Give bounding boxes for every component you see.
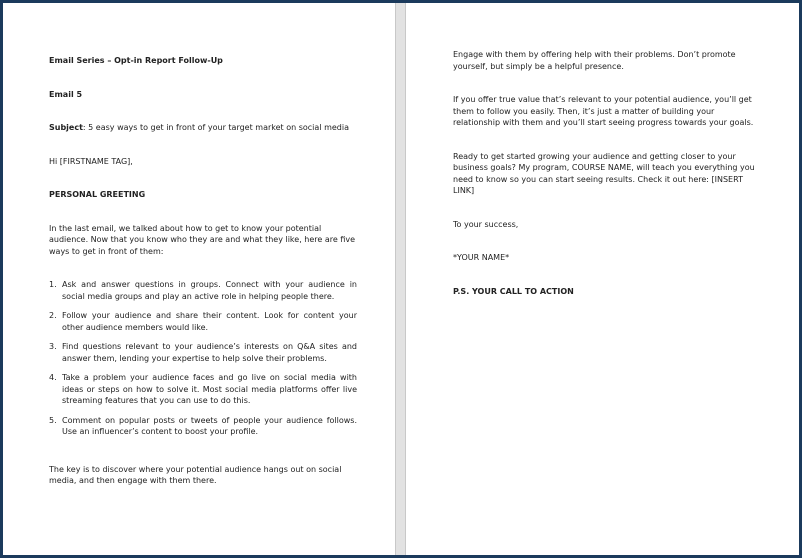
paragraph-help: Engage with them by offering help with their problems. Don’t promote yourself, but simply be a helpful presence. (453, 50, 736, 71)
signoff: To your success, (453, 219, 519, 229)
page-gutter (395, 3, 406, 555)
list-text: Find questions relevant to your audience’s interests on Q&A sites and answer them, lending your expertise to help solve their problems. (62, 342, 357, 363)
series-title: Email Series – Opt-in Report Follow-Up (49, 56, 223, 65)
closing-paragraph: The key is to discover where your potential audience hangs out on social media, and then engage with them there. (49, 464, 342, 485)
page-left (3, 3, 395, 555)
list-text: Take a problem your audience faces and go live on social media with ideas or steps on how to solve it. Most social media platforms offer live streaming features that you can use to do this. (62, 373, 357, 405)
subject-line (49, 122, 357, 134)
list-number: 2. (49, 311, 57, 320)
list-number: 3. (49, 342, 57, 351)
page-right (406, 3, 799, 555)
list-item (49, 372, 357, 407)
paragraph-value: If you offer true value that’s relevant to your potential audience, you’ll get them to follow you easily. Then, it’s just a matter of building your relationship with them and you’ll start seeing progress towards your goals. (453, 95, 754, 127)
your-name: *YOUR NAME* (453, 253, 510, 262)
list-number: 4. (49, 373, 57, 382)
subject-text: : 5 easy ways to get in front of your target market on social media (82, 123, 349, 132)
list-text: Follow your audience and share their content. Look for content your other audience members would like. (62, 311, 357, 332)
list-item (49, 279, 357, 302)
list-text: Comment on popular posts or tweets of people your audience follows. Use an influencer’s content to boost your profile. (62, 415, 357, 436)
list-text: Ask and answer questions in groups. Connect with your audience in social media groups and play an active role in helping people there. (62, 280, 357, 301)
intro-paragraph: In the last email, we talked about how to get to know your potential audience. Now that you know who they are and what they like, here are five ways to get in front of them: (49, 223, 356, 256)
greeting: Hi [FIRSTNAME TAG], (49, 156, 133, 166)
subject-label: Subject (49, 123, 83, 132)
paragraph-cta: Ready to get started growing your audience and getting closer to your business goals? My program, COURSE NAME, will teach you everything you need to know so you can start seeing results. Check it out here: [INSERT LINK] (453, 151, 755, 195)
list-number: 5. (49, 415, 57, 425)
tips-list (49, 279, 357, 438)
document-viewer (3, 3, 799, 555)
email-number: Email 5 (49, 89, 83, 99)
list-item (49, 310, 357, 333)
list-item (49, 415, 357, 438)
list-item (49, 341, 357, 364)
personal-greeting: PERSONAL GREETING (49, 190, 146, 199)
list-number: 1. (49, 280, 57, 289)
ps-line: P.S. YOUR CALL TO ACTION (453, 286, 574, 296)
